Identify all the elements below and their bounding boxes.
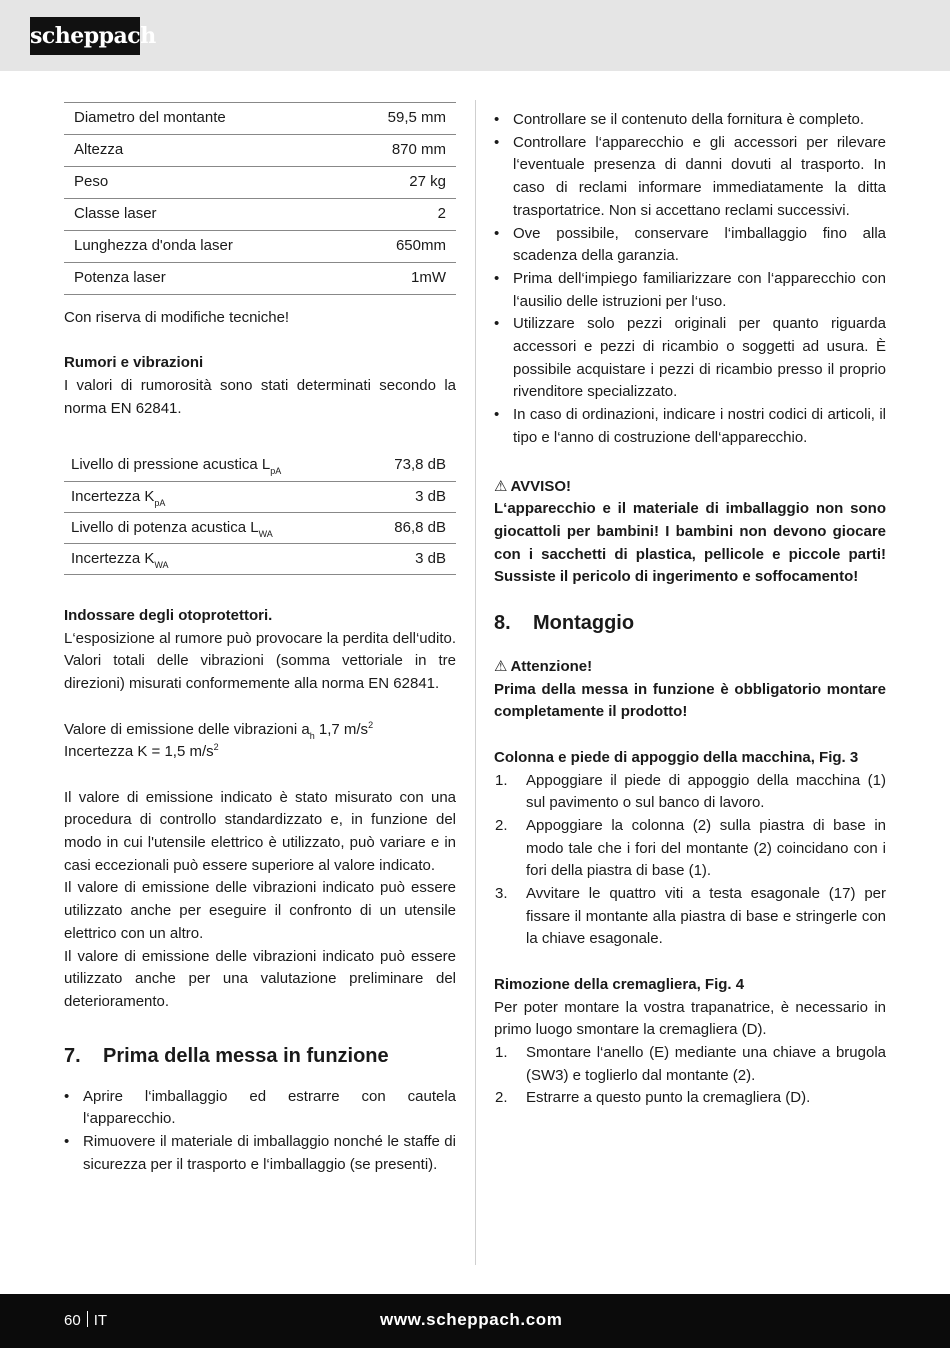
- list-item: • Utilizzare solo pezzi originali per quanto riguarda accessori e pezzi di ricambio o soggetti ad usura. È possibile acquistare i pezzi di ricambio presso il proprio rivenditore specializzato.: [494, 313, 886, 404]
- spec-value: 27 kg: [337, 167, 456, 199]
- reserve-note: Con riserva di modifiche tecniche!: [64, 309, 290, 326]
- table-row: [64, 167, 456, 199]
- spec-value: 2: [337, 199, 456, 231]
- list-item: • Controllare se il contenuto della fornitura è completo.: [494, 109, 886, 132]
- noise-label: Livello di potenza acustica $L_{WA}$: [64, 513, 364, 544]
- spec-label: Lunghezza d'onda laser: [64, 231, 337, 263]
- spec-label: Potenza laser: [64, 263, 337, 295]
- table-row: [64, 263, 456, 295]
- column-divider: [475, 100, 476, 1265]
- spec-value: 870 mm: [337, 135, 456, 167]
- section-heading: 8. Montaggio: [494, 612, 635, 635]
- spec-table: [64, 102, 456, 295]
- bullet-list: [64, 1086, 456, 1177]
- spec-value: 650mm: [337, 231, 456, 263]
- emission-paragraph: Il valore di emissione indicato è stato misurato con una procedura di controllo standardizzato e, in funzione del modo in cui l'utensile elettrico è utilizzato, può variare e in casi eccezionali può essere superiore al valore indicato.: [64, 788, 456, 874]
- uncertainty-value: Incertezza K = 1,5 $m/s^2$: [64, 742, 219, 761]
- warning-icon: ⚠: [494, 477, 508, 495]
- table-row: [64, 231, 456, 263]
- emission-paragraph: Il valore di emissione delle vibrazioni indicato può essere utilizzato anche per una valutazione preliminare del deterioramento.: [64, 947, 456, 1010]
- table-row: [64, 482, 456, 513]
- subsection-heading: Colonna e piede di appoggio della macchina, Fig. 3: [494, 748, 859, 766]
- spec-value: 59,5 mm: [337, 103, 456, 135]
- list-item: • Controllare l‘apparecchio e gli accessori per rilevare l‘eventuale presenza di danni dovuti al trasporto. In caso di reclami informare immediatamente la ditta trasportatrice. Non si accettano reclami successivi.: [494, 132, 886, 223]
- page-footer: [0, 1294, 950, 1348]
- page-header: [0, 0, 950, 71]
- list-item: • Rimuovere il materiale di imballaggio nonché le staffe di sicurezza per il trasporto e l‘imballaggio (se presenti).: [64, 1131, 456, 1176]
- subsection-heading: Rimozione della cremagliera, Fig. 4: [494, 975, 745, 993]
- page-number: 60: [64, 1312, 81, 1329]
- table-row: [64, 513, 456, 544]
- protection-heading: Indossare degli otoprotettori.: [64, 607, 273, 624]
- list-item: 2. Estrarre a questo punto la cremagliera (D).: [495, 1089, 811, 1107]
- website-link[interactable]: www.scheppach.com: [380, 1310, 563, 1329]
- emission-paragraph: Il valore di emissione delle vibrazioni indicato può essere utilizzato anche per eseguire il confronto di un utensile elettrico con un altro.: [64, 879, 456, 942]
- left-column: [64, 102, 456, 1176]
- list-item: 1. Smontare l‘anello (E) mediante una chiave a brugola (SW3) e toglierlo dal montante (2).: [495, 1043, 886, 1084]
- list-item: 2. Appoggiare la colonna (2) sulla piastra di base in modo tale che i fori del montante (2) coincidano con i fori della piastra di base (1).: [495, 816, 886, 880]
- section-heading: 7. Prima della messa in funzione: [64, 1044, 389, 1067]
- list-item: • In caso di ordinazioni, indicare i nostri codici di articoli, il tipo e l‘anno di costruzione dell‘apparecchio.: [494, 404, 886, 449]
- right-column: [494, 109, 886, 1110]
- table-row: [64, 103, 456, 135]
- separator: [87, 1311, 88, 1327]
- noise-value: 3 dB: [364, 482, 456, 513]
- spec-label: Altezza: [64, 135, 337, 167]
- spec-label: Classe laser: [64, 199, 337, 231]
- table-row: [64, 544, 456, 575]
- protection-text: L‘esposizione al rumore può provocare la perdita dell‘udito. Valori totali delle vibrazioni (somma vettoriale in tre direzioni) misurati conformemente alla norma EN 62841.: [64, 629, 456, 693]
- noise-label: Incertezza $K_{pA}$: [64, 482, 364, 513]
- warning-heading: ⚠ AVVISO!: [494, 476, 886, 499]
- noise-intro: I valori di rumorosità sono stati determinati secondo la norma EN 62841.: [64, 377, 456, 417]
- brand-logo: scheppach: [30, 17, 140, 55]
- noise-label: Incertezza $K_{WA}$: [64, 544, 364, 575]
- page-indicator: [64, 1310, 107, 1332]
- noise-value: 73,8 dB: [364, 451, 456, 482]
- bullet-list: [494, 109, 886, 450]
- warning-icon: ⚠: [494, 658, 508, 676]
- rimozione-intro: Per poter montare la vostra trapanatrice, è necessario in primo luogo smontare la cremagliera (D).: [494, 998, 886, 1039]
- attention-text: Prima della messa in funzione è obbligatorio montare completamente il prodotto!: [494, 680, 886, 721]
- noise-table: [64, 451, 456, 576]
- vibration-value: Valore di emissione delle vibrazioni $a_h$ 1,7 $m/s^2$: [64, 719, 374, 741]
- list-item: • Aprire l‘imballaggio ed estrarre con cautela l‘apparecchio.: [64, 1086, 456, 1131]
- spec-value: 1mW: [337, 263, 456, 295]
- spec-label: Diametro del montante: [64, 103, 337, 135]
- list-item: 1. Appoggiare il piede di appoggio della macchina (1) sul pavimento o sul banco di lavoro.: [495, 771, 886, 812]
- table-row: [64, 135, 456, 167]
- noise-heading: Rumori e vibrazioni: [64, 354, 204, 372]
- attention-heading: ⚠ Attenzione!: [494, 656, 886, 679]
- table-row: [64, 451, 456, 482]
- list-item: • Ove possibile, conservare l‘imballaggio fino alla scadenza della garanzia.: [494, 223, 886, 268]
- noise-value: 3 dB: [364, 544, 456, 575]
- numbered-list: [494, 1042, 886, 1110]
- noise-value: 86,8 dB: [364, 513, 456, 544]
- noise-label: Livello di pressione acustica $L_{pA}$: [64, 451, 364, 482]
- warning-text: L‘apparecchio e il materiale di imballaggio non sono giocattoli per bambini! I bambini non devono giocare con i sacchetti di plastica, pellicole e piccole parti! Sussiste il pericolo di ingerimento e soffocamento!: [494, 500, 886, 586]
- language-code: IT: [93, 1312, 108, 1329]
- spec-label: Peso: [64, 167, 337, 199]
- list-item: 3. Avvitare le quattro viti a testa esagonale (17) per fissare il montante alla piastra di base e stringerle con la chiave esagonale.: [495, 885, 886, 948]
- list-item: • Prima dell‘impiego familiarizzare con l‘apparecchio con l‘ausilio delle istruzioni per l‘uso.: [494, 268, 886, 313]
- numbered-list: [494, 770, 886, 952]
- table-row: [64, 199, 456, 231]
